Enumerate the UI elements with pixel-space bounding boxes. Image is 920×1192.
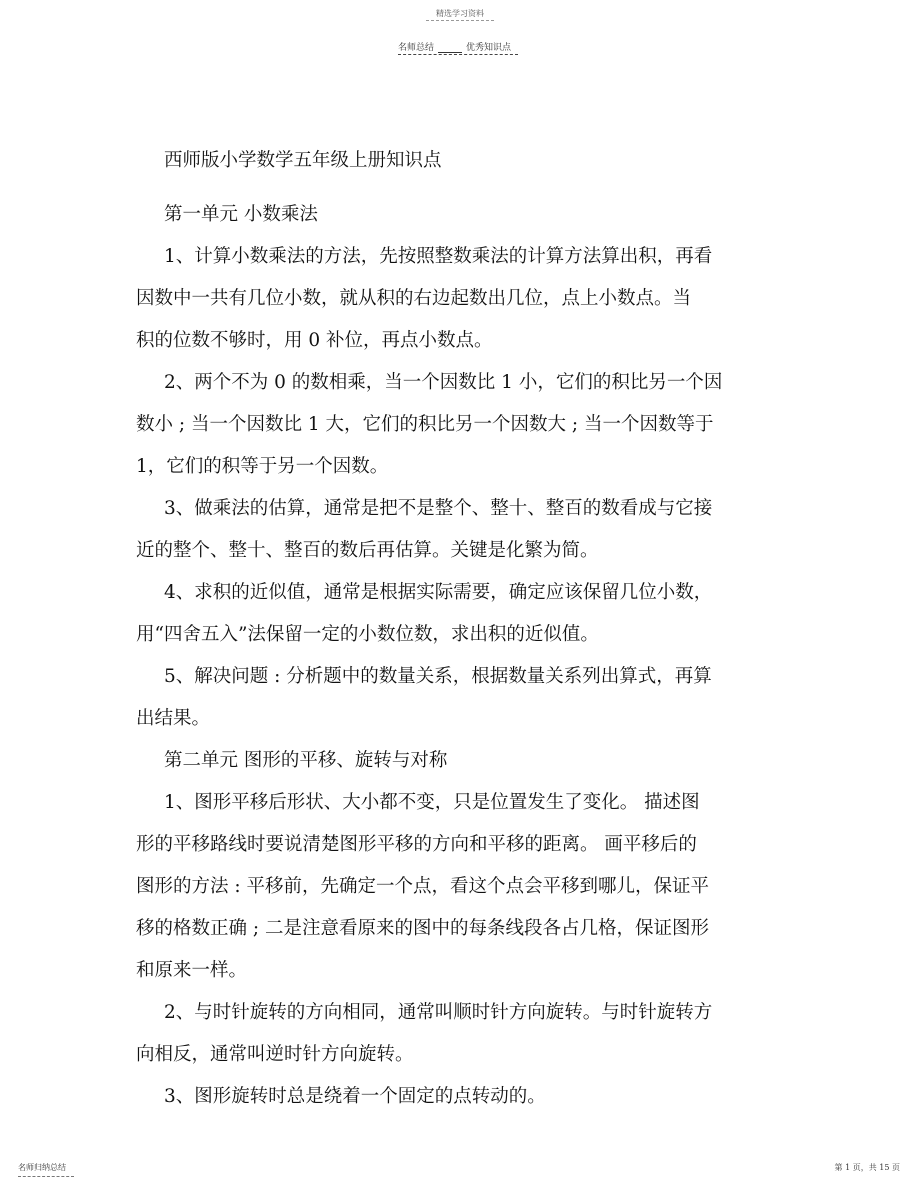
paragraph-line: 3、图形旋转时总是绕着一个固定的点转动的。 — [164, 1086, 546, 1107]
document-body — [136, 140, 786, 1118]
footer-left: 名师归纳总结 — [18, 1163, 66, 1172]
paragraph-line: 1、图形平移后形状、大小都不变，只是位置发生了变化。 描述图 — [164, 792, 700, 813]
paragraph-line: 2、两个不为 0 的数相乘，当一个因数比 1 小，它们的积比另一个因 — [164, 372, 723, 393]
top-label: 精选学习资料 — [436, 9, 484, 18]
paragraph-line: 移的格数正确 ; 二是注意看原来的图中的每条线段各占几格，保证图形 — [136, 918, 709, 939]
paragraph-line: 4、求积的近似值，通常是根据实际需要，确定应该保留几位小数， — [164, 582, 713, 603]
header-divider — [398, 54, 518, 55]
paragraph-line: 近的整个、整十、整百的数后再估算。关键是化繁为简。 — [136, 540, 599, 561]
document-title: 西师版小学数学五年级上册知识点 — [164, 150, 442, 171]
paragraph-line: 数小 ; 当一个因数比 1 大，它们的积比另一个因数大 ; 当一个因数等于 — [136, 414, 714, 435]
paragraph-line: 形的平移路线时要说清楚图形平移的方向和平移的距离。 画平移后的 — [136, 834, 697, 855]
paragraph-line: 出结果。 — [136, 708, 211, 729]
paragraph-line: 2、与时针旋转的方向相同，通常叫顺时针方向旋转。与时针旋转方 — [164, 1002, 713, 1023]
paragraph-line: 和原来一样。 — [136, 960, 248, 981]
paragraph-line: 用“四舍五入”法保留一定的小数位数，求出积的近似值。 — [136, 624, 599, 645]
section-heading-2: 第二单元 图形的平移、旋转与对称 — [164, 750, 448, 771]
header-left: 名师总结 — [398, 43, 435, 53]
paragraph-line: 1，它们的积等于另一个因数。 — [136, 456, 389, 477]
paragraph-line: 1、计算小数乘法的方法，先按照整数乘法的计算方法算出积，再看 — [164, 246, 713, 267]
paragraph-line: 向相反，通常叫逆时针方向旋转。 — [136, 1044, 414, 1065]
paragraph-line: 3、做乘法的估算，通常是把不是整个、整十、整百的数看成与它接 — [164, 498, 713, 519]
header-right: 优秀知识点 — [466, 43, 512, 53]
paragraph-line: 图形的方法 : 平移前，先确定一个点，看这个点会平移到哪儿，保证平 — [136, 876, 709, 897]
footer-divider — [18, 1176, 74, 1177]
section-heading-1: 第一单元 小数乘法 — [164, 204, 318, 225]
page-number: 第 1 页，共 15 页 — [834, 1163, 900, 1172]
paragraph-line: 5、解决问题 : 分析题中的数量关系，根据数量关系列出算式，再算 — [164, 666, 712, 687]
paragraph-line: 积的位数不够时，用 0 补位，再点小数点。 — [136, 330, 493, 351]
header-note — [398, 40, 511, 53]
paragraph-line: 因数中一共有几位小数，就从积的右边起数出几位，点上小数点。当 — [136, 288, 692, 309]
top-divider — [426, 20, 494, 21]
